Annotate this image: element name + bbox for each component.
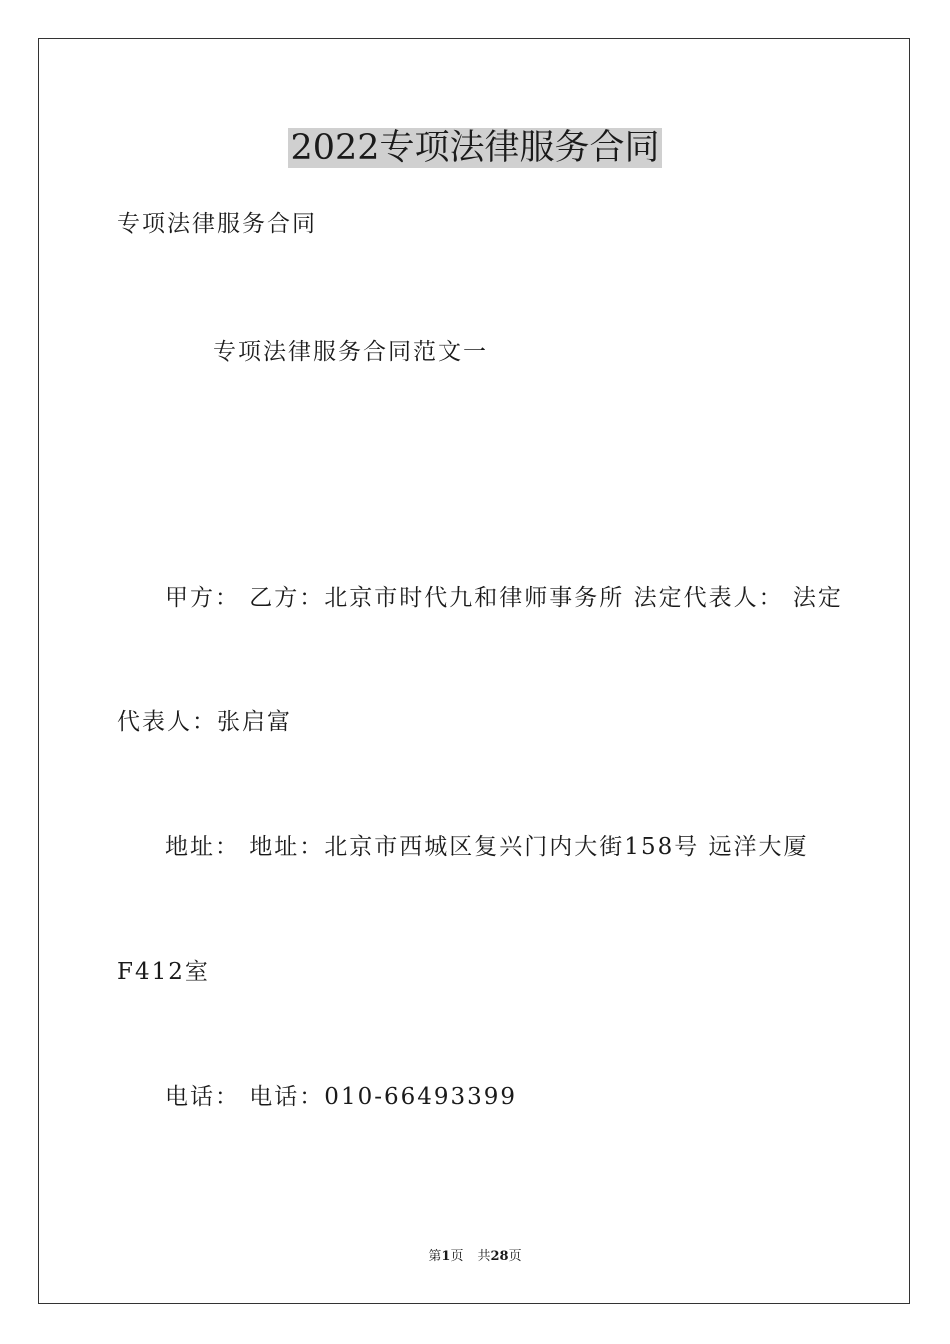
document-title (0, 126, 950, 170)
total-suffix: 页 (508, 1249, 522, 1264)
sample-heading: 专项法律服务合同范文一 (213, 339, 488, 365)
page-prefix: 第 (428, 1249, 442, 1264)
contract-heading: 专项法律服务合同 (117, 211, 317, 237)
total-prefix: 共 (477, 1249, 491, 1264)
page-suffix: 页 (450, 1249, 464, 1264)
page-number: 1 (441, 1249, 451, 1264)
address-line: 地址： 地址：北京市西城区复兴门内大街158号 远洋大厦 (165, 834, 809, 860)
party-line: 甲方： 乙方：北京市时代九和律师事务所 法定代表人： 法定 (165, 585, 843, 611)
phone-line: 电话： 电话：010-66493399 (165, 1084, 518, 1110)
address-continuation-line: F412室 (117, 959, 210, 985)
total-pages: 28 (490, 1249, 509, 1264)
document-title-text: 2022专项法律服务合同 (290, 128, 660, 168)
page-footer (0, 1248, 950, 1266)
representative-line: 代表人：张启富 (117, 709, 292, 735)
